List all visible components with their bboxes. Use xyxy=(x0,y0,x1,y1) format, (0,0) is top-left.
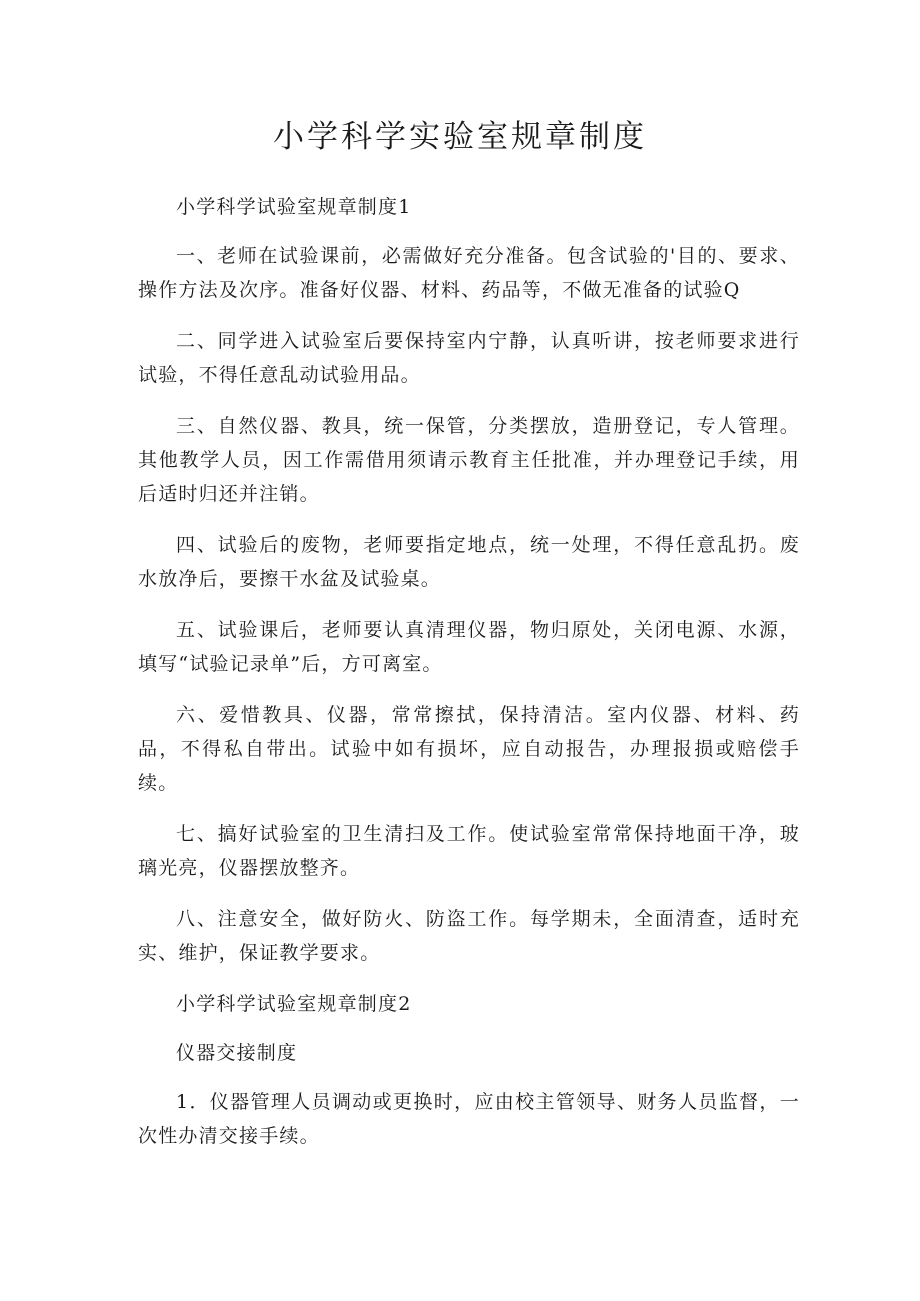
rule-paragraph-4: 四、试验后的废物，老师要指定地点，统一处理，不得任意乱扔。废水放净后，要擦干水盆及试验桌。 xyxy=(138,534,800,590)
rule-paragraph-3: 三、自然仪器、教具，统一保管，分类摆放，造册登记，专人管理。其他教学人员，因工作需借用须请示教育主任批准，并办理登记手续，用后适时归还并注销。 xyxy=(138,415,800,505)
section-heading-1: 小学科学试验室规章制度1 xyxy=(176,196,412,218)
handover-paragraph-1: 1．仪器管理人员调动或更换时，应由校主管领导、财务人员监督，一次性办清交接手续。 xyxy=(138,1091,800,1147)
document-body xyxy=(138,190,800,1170)
document-title: 小学科学实验室规章制度 xyxy=(273,119,647,155)
rule-paragraph-8: 八、注意安全，做好防火、防盗工作。每学期未，全面清查，适时充实、维护，保证教学要求。 xyxy=(138,908,800,964)
rule-paragraph-2: 二、同学进入试验室后要保持室内宁静，认真听讲，按老师要求进行试验，不得任意乱动试验用品。 xyxy=(138,330,800,386)
rule-paragraph-6: 六、爱惜教具、仪器，常常擦拭，保持清洁。室内仪器、材料、药品，不得私自带出。试验中如有损坏，应自动报告，办理报损或赔偿手续。 xyxy=(138,704,800,794)
rule-paragraph-5: 五、试验课后，老师要认真清理仪器，物归原处，关闭电源、水源，填写“试验记录单”后，方可离室。 xyxy=(138,619,800,675)
rule-paragraph-7: 七、搞好试验室的卫生清扫及工作。使试验室常常保持地面干净，玻璃光亮，仪器摆放整齐。 xyxy=(138,823,800,879)
rule-paragraph-1: 一、老师在试验课前，必需做好充分准备。包含试验的'目的、要求、操作方法及次序。准备好仪器、材料、药品等，不做无准备的试验Q xyxy=(138,245,800,301)
subsection-heading: 仪器交接制度 xyxy=(176,1042,298,1064)
section-heading-2: 小学科学试验室规章制度2 xyxy=(176,993,412,1015)
